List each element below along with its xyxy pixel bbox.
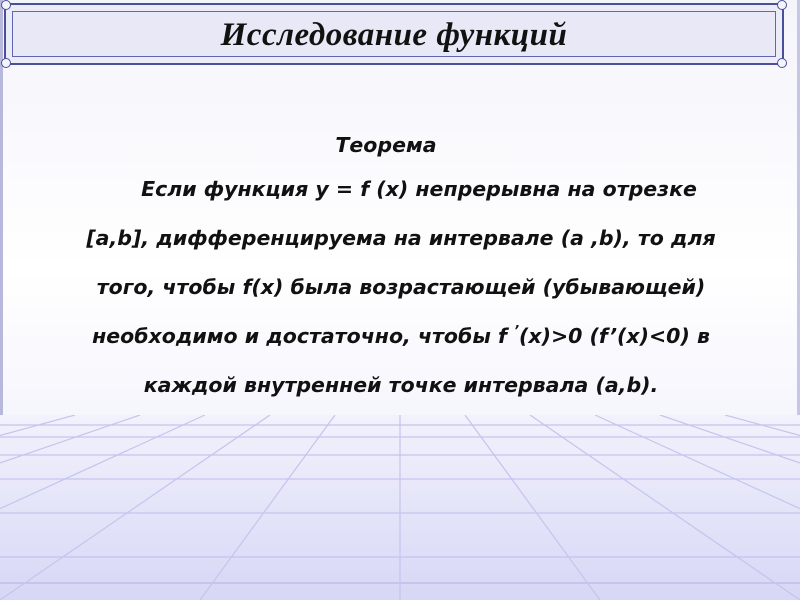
frame-corner-ornament xyxy=(777,58,787,68)
theorem-line: того, чтобы f(x) была возрастающей (убывающей) xyxy=(96,275,706,299)
theorem-text: необходимо и достаточно, чтобы f xyxy=(92,324,515,348)
theorem-line: Если функция y = f (x) непрерывна на отрезке xyxy=(141,177,697,201)
slide-title: Исследование функций xyxy=(220,17,568,53)
perspective-grid-floor xyxy=(0,415,800,600)
theorem-block xyxy=(18,125,784,410)
theorem-text: (x)>0 (f’(x)<0) в xyxy=(519,324,710,348)
theorem-line: [a,b], дифференцируема на интервале (a ,b), то для xyxy=(86,226,716,250)
frame-corner-ornament xyxy=(1,0,11,10)
theorem-heading: Теорема xyxy=(335,133,437,157)
theorem-line xyxy=(18,312,784,361)
theorem-line: каждой внутренней точке интервала (a,b). xyxy=(143,373,659,397)
title-frame xyxy=(4,3,784,65)
prime-mark: ’ xyxy=(514,324,520,340)
frame-corner-ornament xyxy=(777,0,787,10)
frame-corner-ornament xyxy=(1,58,11,68)
